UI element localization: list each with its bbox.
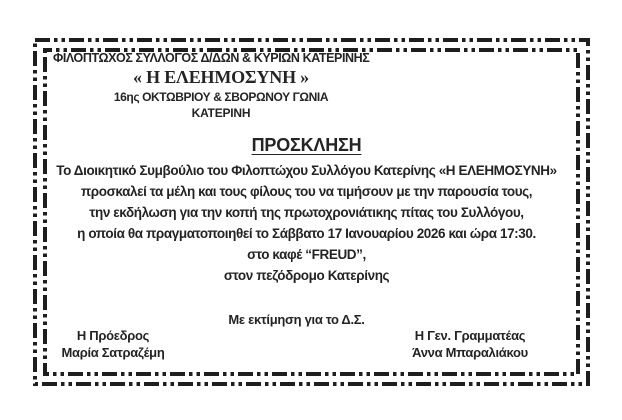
invitation-title: ΠΡΟΣΚΛΗΣΗ [251, 135, 362, 155]
signature-president-role: Η Πρόεδρος [76, 328, 150, 343]
invitation-card [33, 38, 590, 386]
association-address: 16ης ΟΚΤΩΒΡΙΟΥ & ΣΒΟΡΩΝΟΥ ΓΩΝΙΑ [113, 90, 329, 104]
body-line-venue: στο καφέ “FREUD”, [247, 247, 366, 262]
association-header [53, 51, 389, 120]
closing-regards: Με εκτίμηση για το Δ.Σ. [228, 312, 365, 327]
body-line-location: στον πεζόδρομο Κατερίνης [223, 268, 390, 283]
association-city: ΚΑΤΕΡΙΝΗ [191, 106, 251, 120]
signature-president [33, 327, 193, 361]
association-name: ΦΙΛΟΠΤΩΧΟΣ ΣΥΛΛΟΓΟΣ Δ/ΔΩΝ & ΚΥΡΙΩΝ ΚΑΤΕΡΙΝΗΣ [53, 51, 370, 65]
signature-president-name: Μαρία Σατραζέμη [61, 345, 165, 360]
invitation-title-row [33, 135, 580, 156]
body-line: την εκδήλωση για την κοπή της πρωτοχρονιάτικης πίτας του Συλλόγου, [89, 205, 524, 220]
signature-secretary-role: Η Γεν. Γραμματέας [414, 328, 526, 343]
body-line: η οποία θα πραγματοποιηθεί το Σάββατο 17 Ιανουαρίου 2026 και ώρα 17:30. [77, 226, 536, 241]
association-title: « Η ΕΛΕΗΜΟΣΥΝΗ » [133, 67, 309, 87]
body-line: προσκαλεί τα μέλη και τους φίλους του να τιμήσουν με την παρουσία τους, [80, 184, 533, 199]
invitation-body [33, 160, 580, 286]
signature-secretary [390, 327, 550, 361]
body-line: Το Διοικητικό Συμβούλιο του Φιλοπτώχου Συλλόγου Κατερίνης «Η ΕΛΕΗΜΟΣΥΝΗ» [56, 163, 557, 178]
signature-secretary-name: Άννα Μπαραλιάκου [412, 345, 528, 360]
